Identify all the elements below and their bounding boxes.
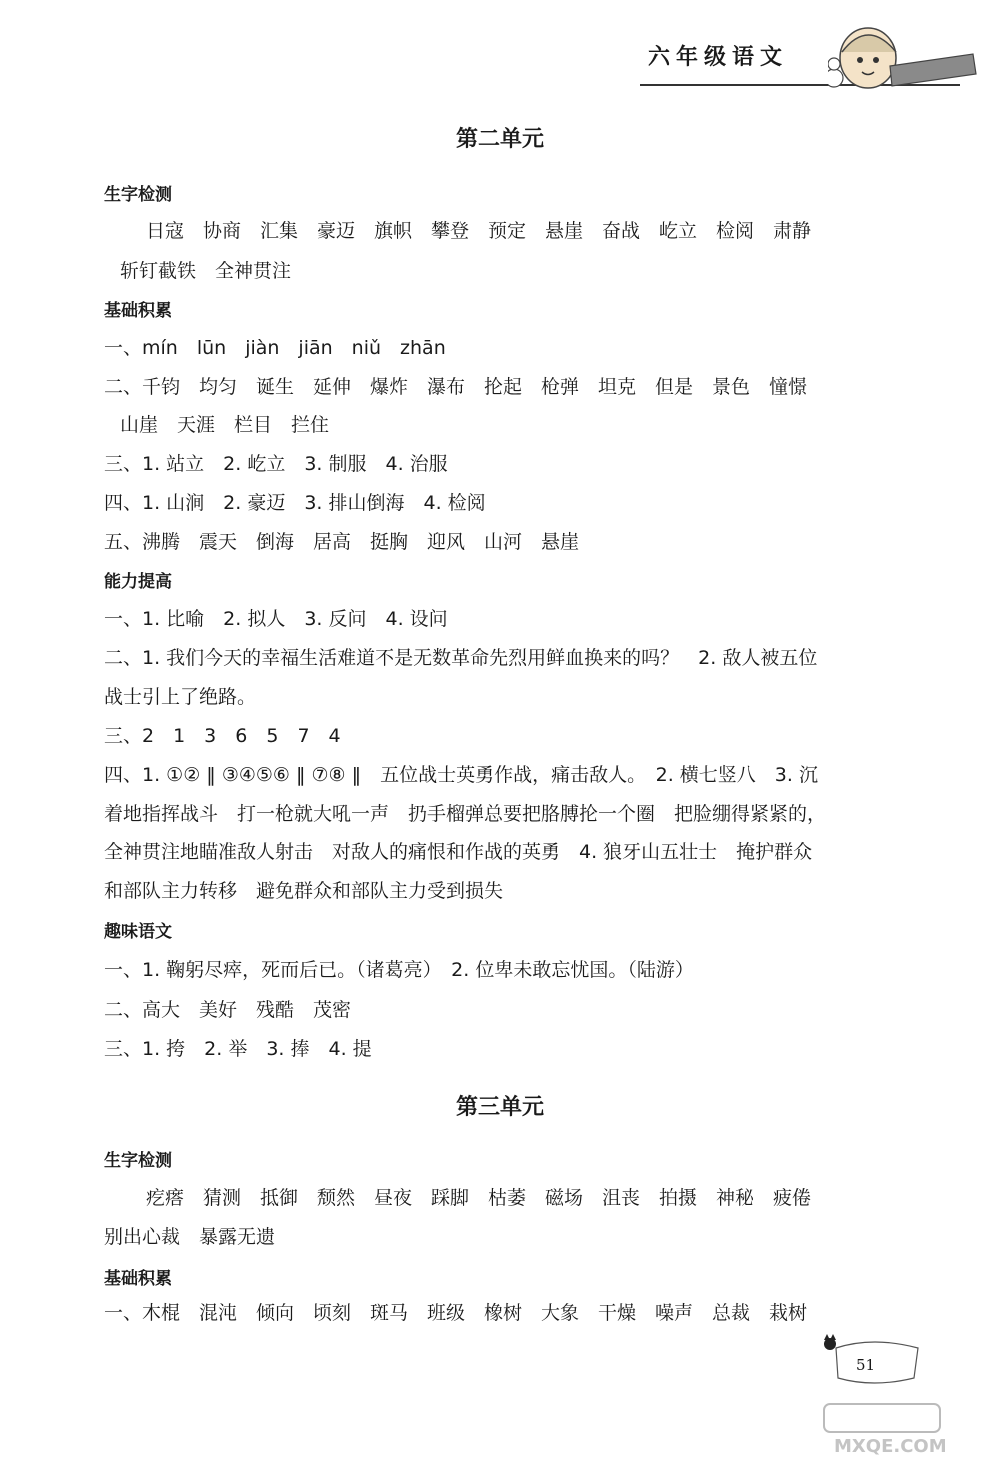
answer-line: 山崖 天涯 栏目 拦住 — [120, 414, 330, 436]
section-heading: 能力提高 — [104, 572, 172, 592]
answer-line: 二、高大 美好 残酷 茂密 — [104, 999, 352, 1021]
vocab-line: 疙瘩 猜测 抵御 颓然 昼夜 踩脚 枯萎 磁场 沮丧 拍摄 神秘 疲倦 — [146, 1187, 812, 1209]
answer-line: 三、1. 站立 2. 屹立 3. 制服 4. 治服 — [104, 453, 448, 475]
answer-line: 四、1. ①② ‖ ③④⑤⑥ ‖ ⑦⑧ ‖ 五位战士英勇作战，痛击敌人。 2. 横七竖八 3. 沉 — [104, 764, 818, 786]
answer-line: 五、沸腾 震天 倒海 居高 挺胸 迎风 山河 悬崖 — [104, 531, 580, 553]
answer-line: 二、1. 我们今天的幸福生活难道不是无数革命先烈用鲜血换来的吗？ 2. 敌人被五位 — [104, 647, 818, 669]
unit-title: 第二单元 — [455, 127, 544, 152]
section-heading: 生字检测 — [104, 185, 172, 205]
answer-line: 全神贯注地瞄准敌人射击 对敌人的痛恨和作战的英勇 4. 狼牙山五壮士 掩护群众 — [104, 841, 813, 863]
unit-title: 第三单元 — [455, 1095, 544, 1120]
answer-line: 一、1. 比喻 2. 拟人 3. 反问 4. 设问 — [104, 608, 448, 630]
section-heading: 趣味语文 — [104, 922, 172, 942]
answer-line: 一、1. 鞠躬尽瘁，死而后已。（诸葛亮） 2. 位卑未敢忘忧国。（陆游） — [104, 959, 694, 981]
answer-line: 和部队主力转移 避免群众和部队主力受到损失 — [104, 880, 504, 902]
vocab-line: 别出心裁 暴露无遗 — [104, 1226, 276, 1248]
mascot-girl-illustration — [828, 16, 978, 96]
answer-line: 着地指挥战斗 打一枪就大吼一声 扔手榴弹总要把胳膊抡一个圈 把脸绷得紧紧的， — [104, 803, 827, 825]
answer-line: 三、2 1 3 6 5 7 4 — [104, 725, 341, 747]
page-number: 51 — [856, 1356, 876, 1374]
answer-line: 一、木棍 混沌 倾向 顷刻 斑马 班级 橡树 大象 干燥 噪声 总裁 栽树 — [104, 1302, 808, 1324]
answer-line: 一、mín lūn jiàn jiān niǔ zhān — [104, 337, 446, 359]
vocab-line: 斩钉截铁 全神贯注 — [120, 260, 292, 282]
answer-line: 战士引上了绝路。 — [104, 686, 257, 708]
vocab-line: 日寇 协商 汇集 豪迈 旗帜 攀登 预定 悬崖 奋战 屹立 检阅 肃静 — [146, 220, 812, 242]
answer-line: 三、1. 挎 2. 举 3. 捧 4. 提 — [104, 1038, 372, 1060]
answer-line: 二、千钧 均匀 诞生 延伸 爆炸 瀑布 抡起 枪弹 坦克 但是 景色 憧憬 — [104, 376, 808, 398]
answer-line: 四、1. 山涧 2. 豪迈 3. 排山倒海 4. 检阅 — [104, 492, 486, 514]
watermark-text: MXQE.COM — [834, 1436, 947, 1457]
section-heading: 基础积累 — [104, 1269, 172, 1289]
header-title: 六年级语文 — [648, 45, 789, 70]
watermark-logo — [820, 1400, 990, 1460]
section-heading: 生字检测 — [104, 1151, 172, 1171]
section-heading: 基础积累 — [104, 301, 172, 321]
